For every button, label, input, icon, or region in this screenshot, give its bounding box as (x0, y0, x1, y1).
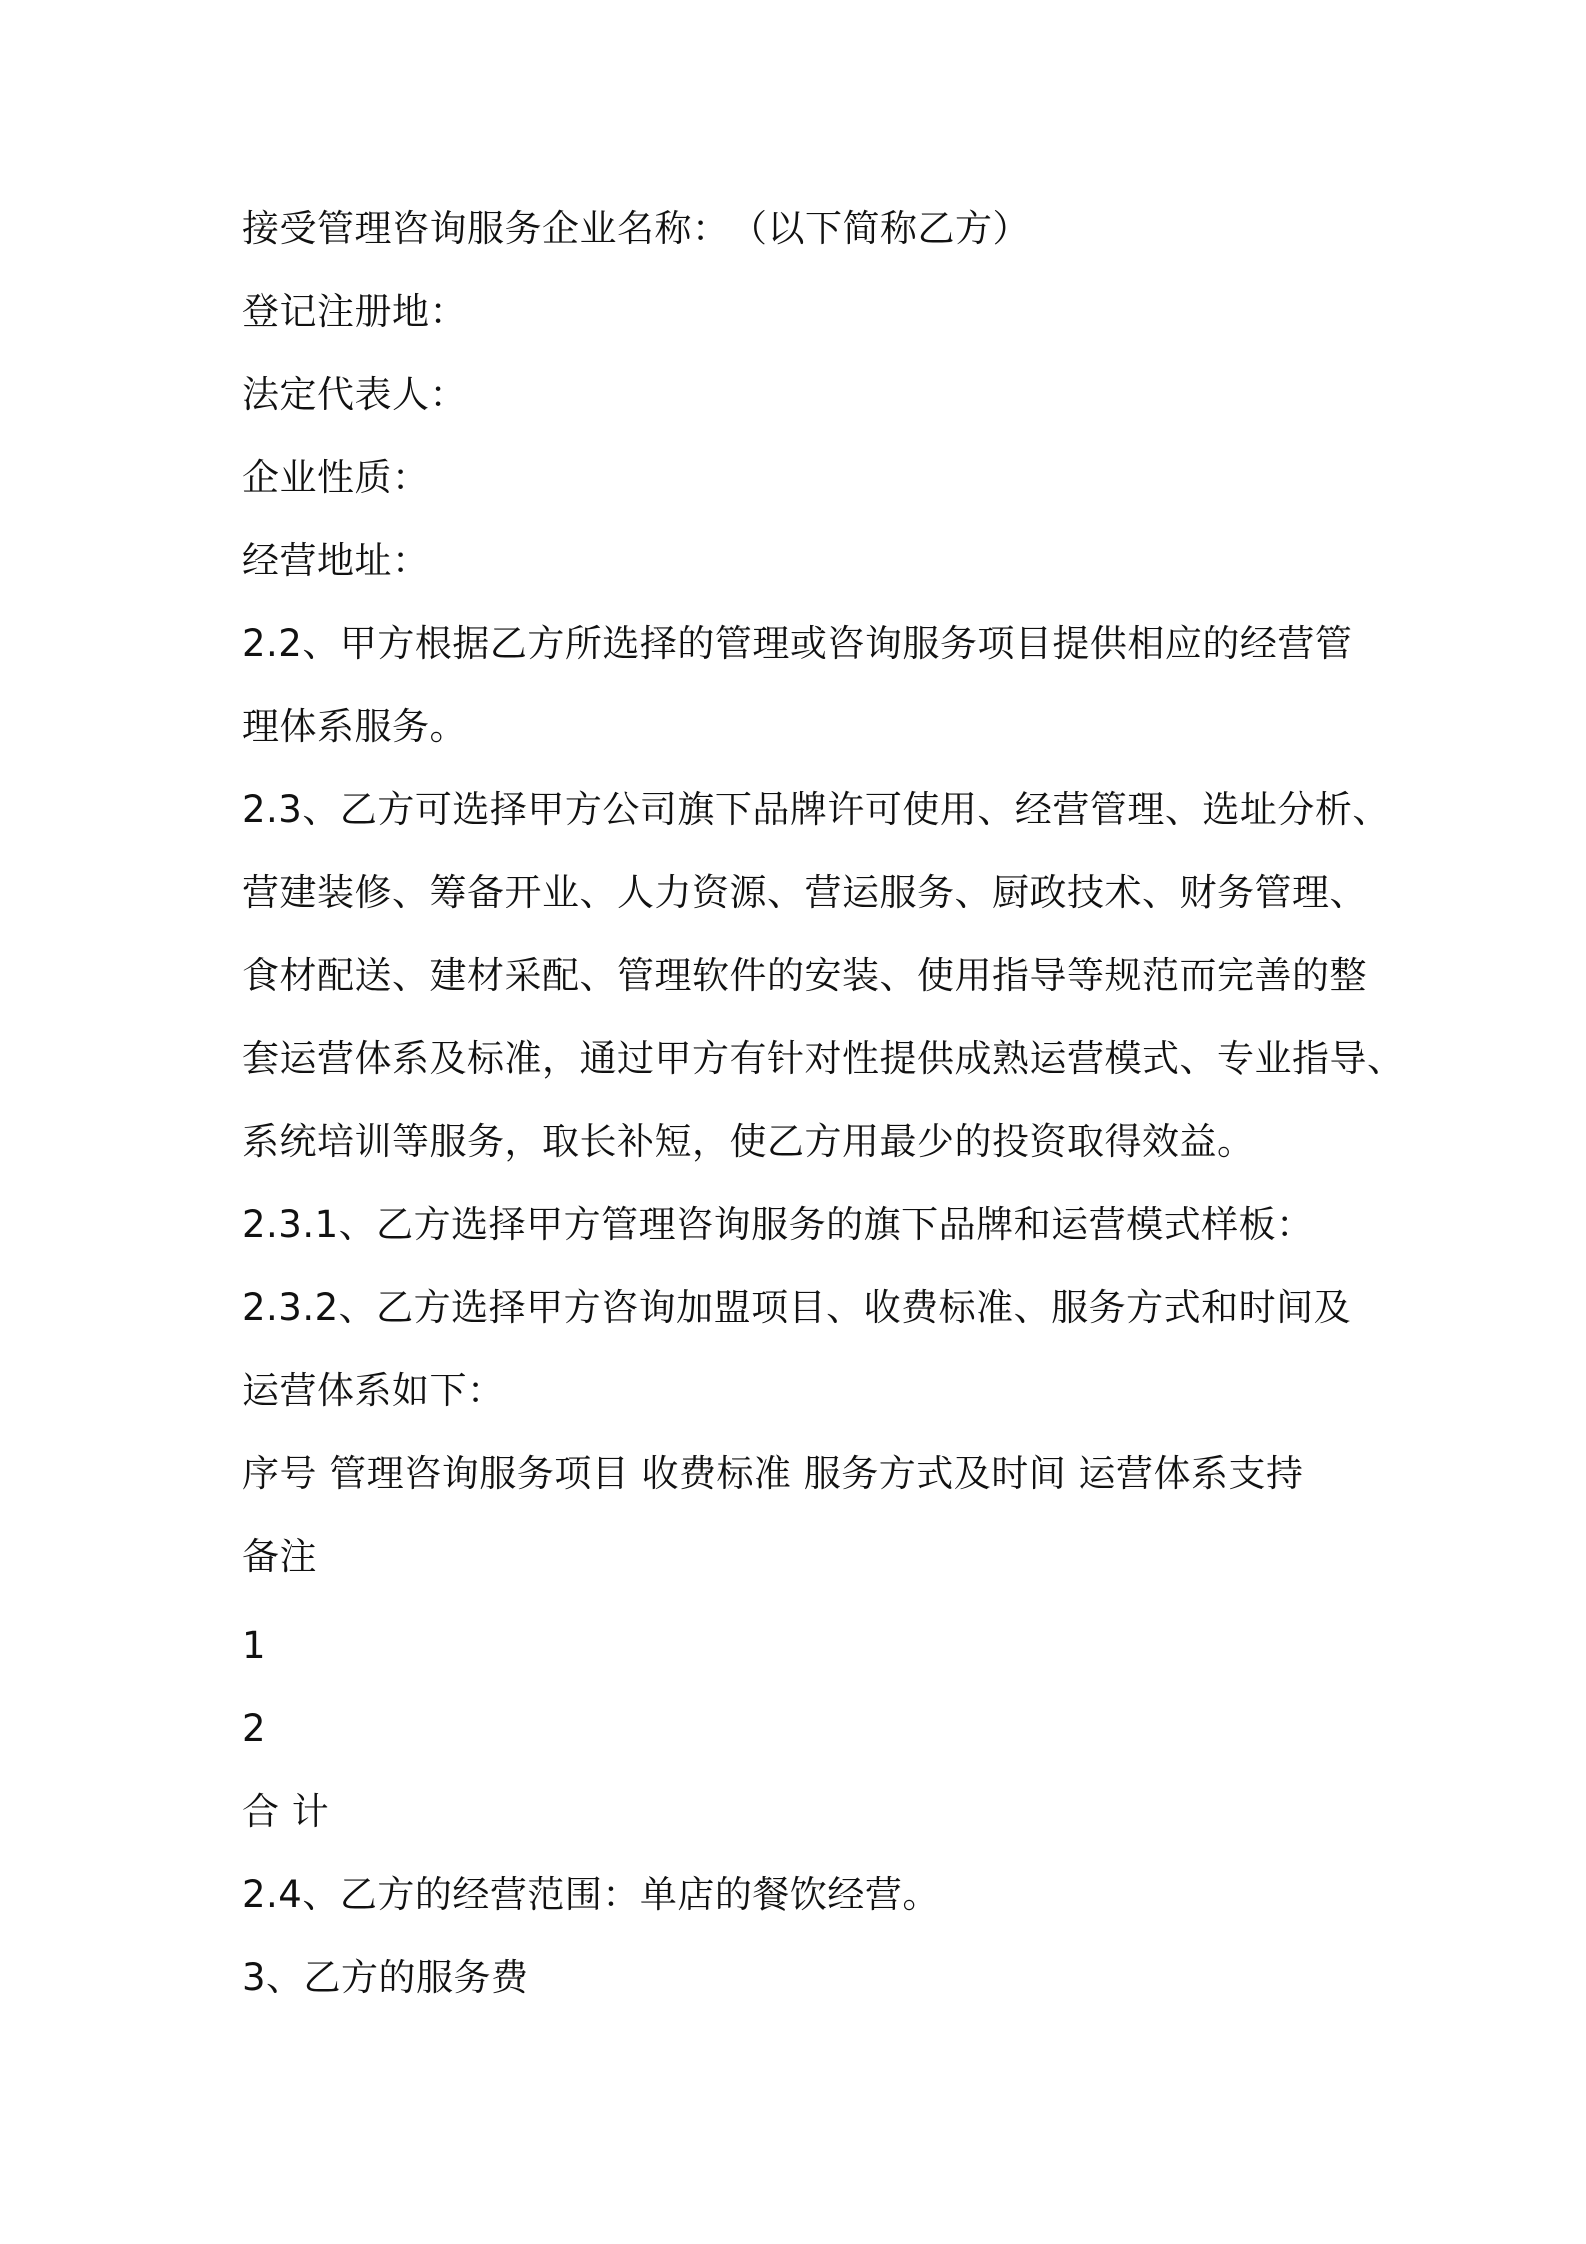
service-table-row-1: 1 (242, 1624, 267, 1667)
clause-2-4-line: 2.4、乙方的经营范围：单店的餐饮经营。 (242, 1873, 940, 1916)
service-table-header-line: 序号 管理咨询服务项目 收费标准 服务方式及时间 运营体系支持 (242, 1452, 1304, 1495)
service-table-total-row: 合 计 (242, 1790, 330, 1833)
enterprise-nature-line: 企业性质： (242, 456, 430, 499)
clause-2-3-line-3: 食材配送、建材采配、管理软件的安装、使用指导等规范而完善的整 (242, 954, 1367, 997)
clause-2-3-line-2: 营建装修、筹备开业、人力资源、营运服务、厨政技术、财务管理、 (242, 871, 1367, 914)
clause-2-3-line-4: 套运营体系及标准，通过甲方有针对性提供成熟运营模式、专业指导、 (242, 1037, 1405, 1080)
legal-representative-line: 法定代表人： (242, 373, 467, 416)
clause-2-2-line-2: 理体系服务。 (242, 705, 467, 748)
service-table-remarks-header: 备注 (242, 1535, 317, 1578)
business-address-line: 经营地址： (242, 539, 430, 582)
clause-2-3-2-line-1: 2.3.2、乙方选择甲方咨询加盟项目、收费标准、服务方式和时间及 (242, 1286, 1352, 1329)
clause-2-3-line-1: 2.3、乙方可选择甲方公司旗下品牌许可使用、经营管理、选址分析、 (242, 788, 1390, 831)
party-b-company-name-line: 接受管理咨询服务企业名称： （以下简称乙方） (242, 207, 1030, 250)
registration-place-line: 登记注册地： (242, 290, 467, 333)
clause-2-3-line-5: 系统培训等服务，取长补短，使乙方用最少的投资取得效益。 (242, 1120, 1255, 1163)
clause-2-2-line-1: 2.2、甲方根据乙方所选择的管理或咨询服务项目提供相应的经营管 (242, 622, 1353, 665)
clause-2-3-1-line: 2.3.1、乙方选择甲方管理咨询服务的旗下品牌和运营模式样板： (242, 1203, 1314, 1246)
service-table-row-2: 2 (242, 1707, 267, 1750)
clause-2-3-2-line-2: 运营体系如下： (242, 1369, 505, 1412)
section-3-heading: 3、乙方的服务费 (242, 1956, 529, 1999)
